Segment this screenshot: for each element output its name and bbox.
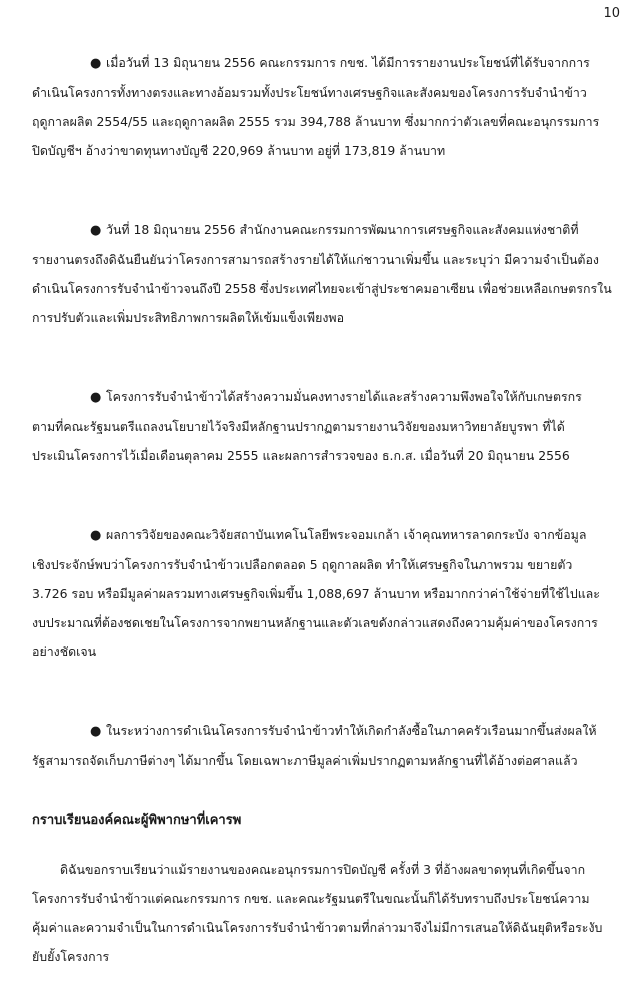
paragraph-line: ตามที่คณะรัฐมนตรีแถลงนโยบายไว้จริงมีหลักฐานปรากฏตามรายงานวิจัยของมหาวิทยาลัยบูรพา ที่ได้ [32,419,565,434]
section-heading: กราบเรียนองค์คณะผู้พิพากษาที่เคารพ [32,813,242,828]
closing-paragraph [32,855,622,971]
paragraph-line: 3.726 รอบ หรือมีมูลค่าผลรวมทางเศรษฐกิจเพิ่มขึ้น 1,088,697 ล้านบาท หรือมากกว่าค่าใช้จ่ายที่ใช้ไปและ [32,586,600,601]
document-body [32,48,622,1002]
paragraph-line: ดำเนินโครงการรับจำนำข้าวจนถึงปี 2558 ซึ่งประเทศไทยจะเข้าสู่ประชาคมอาเซียน เพื่อช่วยเหลือเกษตรกรใน [32,281,612,296]
bullet-icon: ● [90,390,102,405]
paragraph-line: ฤดูกาลผลิต 2554/55 และฤดูกาลผลิต 2555 รวม 394,788 ล้านบาท ซึ่งมากกว่าตัวเลขที่คณะอนุกรรมการ [32,114,600,129]
bullet-icon: ● [90,724,102,739]
paragraph-line: รัฐสามารถจัดเก็บภาษีต่างๆ ได้มากขึ้น โดยเฉพาะภาษีมูลค่าเพิ่มปรากฏตามหลักฐานที่ได้อ้างต่อศาลแล้ว [32,753,578,768]
paragraph-line: การปรับตัวและเพิ่มประสิทธิภาพการผลิตให้เข้มแข็งเพียงพอ [32,310,345,325]
paragraph-line: ปิดบัญชีฯ อ้างว่าขาดทุนทางบัญชี 220,969 ล้านบาท อยู่ที่ 173,819 ล้านบาท [32,143,446,158]
paragraph-line: งบประมาณที่ต้องชดเชยในโครงการจากพยานหลักฐานและตัวเลขดังกล่าวแสดงถึงความคุ้มค่าของโครงการ [32,615,598,630]
paragraph-line: ● เมื่อวันที่ 13 มิถุนายน 2556 คณะกรรมการ กขช. ได้มีการรายงานประโยชน์ที่ได้รับจากการ [32,48,622,78]
paragraph-line: รายงานตรงถึงดิฉันยืนยันว่าโครงการสามารถสร้างรายได้ให้แก่ชาวนาเพิ่มขึ้น และระบุว่า มีความจำเป็นต้อง [32,252,599,267]
paragraph-line: ดำเนินโครงการทั้งทางตรงและทางอ้อมรวมทั้งประโยชน์ทางเศรษฐกิจและสังคมของโครงการรับจำนำข้าว [32,85,587,100]
paragraph-line: เชิงประจักษ์พบว่าโครงการรับจำนำข้าวเปลือกตลอด 5 ฤดูกาลผลิต ทำให้เศรษฐกิจในภาพรวม ขยายตัว [32,557,573,572]
bullet-icon: ● [90,223,102,238]
paragraph-line: ยับยั้งโครงการ [32,949,110,964]
paragraph-line: อย่างชัดเจน [32,644,97,659]
bullet-paragraph-4 [32,520,622,666]
bullet-paragraph-5 [32,716,622,775]
bullet-paragraph-2 [32,215,622,332]
page-number: 10 [603,6,620,21]
paragraph-line: ประเมินโครงการไว้เมื่อเดือนตุลาคม 2555 และผลการสำรวจของ ธ.ก.ส. เมื่อวันที่ 20 มิถุนายน 2556 [32,448,570,463]
bullet-paragraph-1 [32,48,622,165]
bullet-icon: ● [90,528,102,543]
paragraph-line: ● โครงการรับจำนำข้าวได้สร้างความมั่นคงทางรายได้และสร้างความพึงพอใจให้กับเกษตรกร [32,382,622,412]
paragraph-line: ดิฉันขอกราบเรียนว่าแม้รายงานของคณะอนุกรรมการปิดบัญชี ครั้งที่ 3 ที่อ้างผลขาดทุนที่เกิดขึ้นจาก [60,862,586,877]
paragraph-line: คุ้มค่าและความจำเป็นในการดำเนินโครงการรับจำนำข้าวตามที่กล่าวมาจึงไม่มีการเสนอให้ดิฉันยุติหรือระงับ [32,920,603,935]
paragraph-line: โครงการรับจำนำข้าวแต่คณะกรรมการ กขช. และคณะรัฐมนตรีในขณะนั้นก็ได้รับทราบถึงประโยชน์ความ [32,891,590,906]
bullet-icon: ● [90,56,102,71]
paragraph-line: ● ผลการวิจัยของคณะวิจัยสถาบันเทคโนโลยีพระจอมเกล้า เจ้าคุณทหารลาดกระบัง จากข้อมูล [32,520,622,550]
paragraph-line: ● ในระหว่างการดำเนินโครงการรับจำนำข้าวทำให้เกิดกำลังซื้อในภาคครัวเรือนมากขึ้นส่งผลให้ [32,716,622,746]
bullet-paragraph-3 [32,382,622,470]
paragraph-line: ● วันที่ 18 มิถุนายน 2556 สำนักงานคณะกรรมการพัฒนาการเศรษฐกิจและสังคมแห่งชาติที่ [32,215,622,245]
